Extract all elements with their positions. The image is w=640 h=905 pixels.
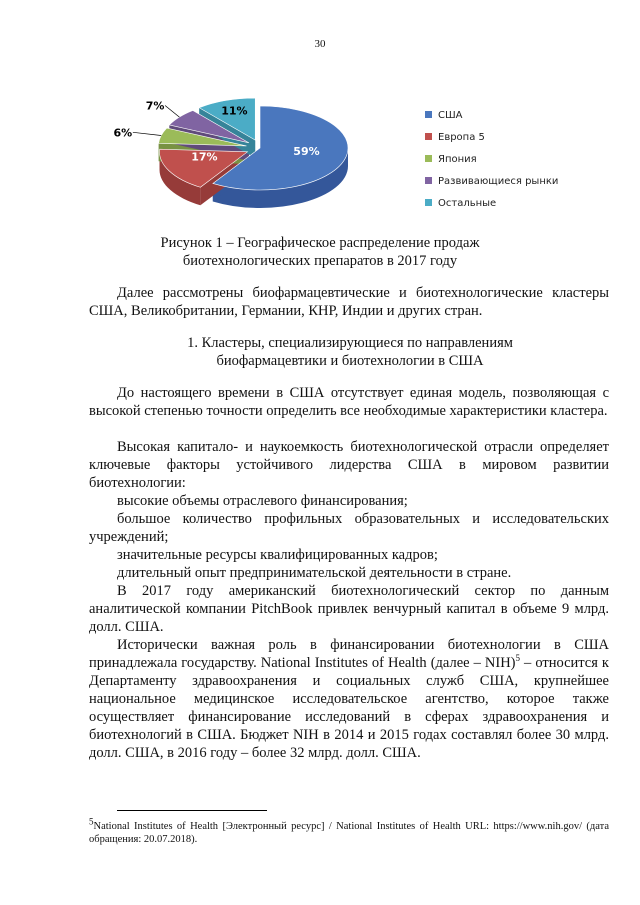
caption-line-1: Рисунок 1 – Географическое распределение продаж: [160, 235, 480, 251]
section-heading-line-2: биофармацевтики и биотехнологии в США: [216, 353, 484, 369]
footnote-mark: 5: [89, 816, 94, 827]
list-item: длительный опыт предпринимательской деятельности в стране.: [117, 565, 512, 581]
legend-entry: Остальные: [438, 198, 497, 209]
pie-data-label: 11%: [221, 104, 248, 118]
legend-entry: Япония: [438, 154, 477, 165]
pie-data-label: 59%: [293, 144, 320, 158]
legend-swatch: [425, 177, 432, 184]
paragraph-4: [89, 636, 609, 762]
list-item: значительные ресурсы квалифицированных кадров;: [117, 547, 438, 563]
paragraph-4-text-b: – относится к Департаменту здравоохранения и социальных служб США, крупнейшее национальное медицинское исследовательское агентство, которое также осуществляет финансирование исследований в сферах здравоохранения и биотехнологий в США. Бюджет NIH в 2014 и 2015 годах составлял более 30 млрд. долл. США, в 2016 году – более 32 млрд. долл. США.: [89, 655, 609, 761]
page-number: 30: [314, 38, 326, 50]
paragraph-4-text-a: Исторически важная роль в финансировании биотехнологии в США принадлежала государству. National Institutes of Health (далее – NIH): [89, 637, 609, 671]
section-heading-line-1: 1. Кластеры, специализирующиеся по направлениям: [187, 335, 513, 351]
pie-chart-svg: [113, 88, 570, 228]
list-item: высокие объемы отраслевого финансирования;: [117, 493, 408, 509]
pie-data-label: 6%: [113, 126, 133, 140]
intro-paragraph: Далее рассмотрены биофармацевтические и биотехнологические кластеры США, Великобритании, Германии, КНР, Индии и других стран.: [89, 285, 609, 319]
footnote-divider: [117, 810, 267, 811]
paragraph-1: До настоящего времени в США отсутствует единая модель, позволяющая с высокой степенью точности определить все необходимые характеристики кластера.: [89, 385, 609, 419]
figure-caption: [110, 234, 530, 270]
footnote: [89, 816, 609, 846]
pie-leader-line: [165, 106, 179, 118]
section-heading: [120, 334, 580, 370]
pie-chart: [113, 88, 570, 228]
caption-line-2: биотехнологических препаратов в 2017 году: [182, 253, 458, 269]
legend-entry: США: [438, 110, 463, 121]
legend-entry: Развивающиеся рынки: [438, 176, 559, 187]
list-item: большое количество профильных образовательных и исследовательских учреждений;: [89, 511, 609, 545]
legend-swatch: [425, 155, 432, 162]
paragraph-2: Высокая капитало- и наукоемкость биотехнологической отрасли определяет ключевые факторы устойчивого лидерства США в мировом развитии биотехнологии:: [89, 439, 609, 491]
footnote-ref[interactable]: 5: [515, 653, 520, 664]
pie-data-label: 7%: [145, 99, 165, 113]
legend-entry: Европа 5: [438, 132, 485, 143]
footnote-text: National Institutes of Health [Электронный ресурс] / National Institutes of Health URL: https://www.nih.gov/ (дата обращения: 20.07.2018).: [89, 821, 609, 845]
legend-swatch: [425, 133, 432, 140]
pie-data-label: 17%: [191, 150, 218, 164]
legend-swatch: [425, 199, 432, 206]
legend-swatch: [425, 111, 432, 118]
paragraph-3: В 2017 году американский биотехнологический сектор по данным аналитической компании PitchBook привлек венчурный капитал в объеме 9 млрд. долл. США.: [89, 583, 609, 635]
pie-leader-line: [133, 132, 161, 135]
